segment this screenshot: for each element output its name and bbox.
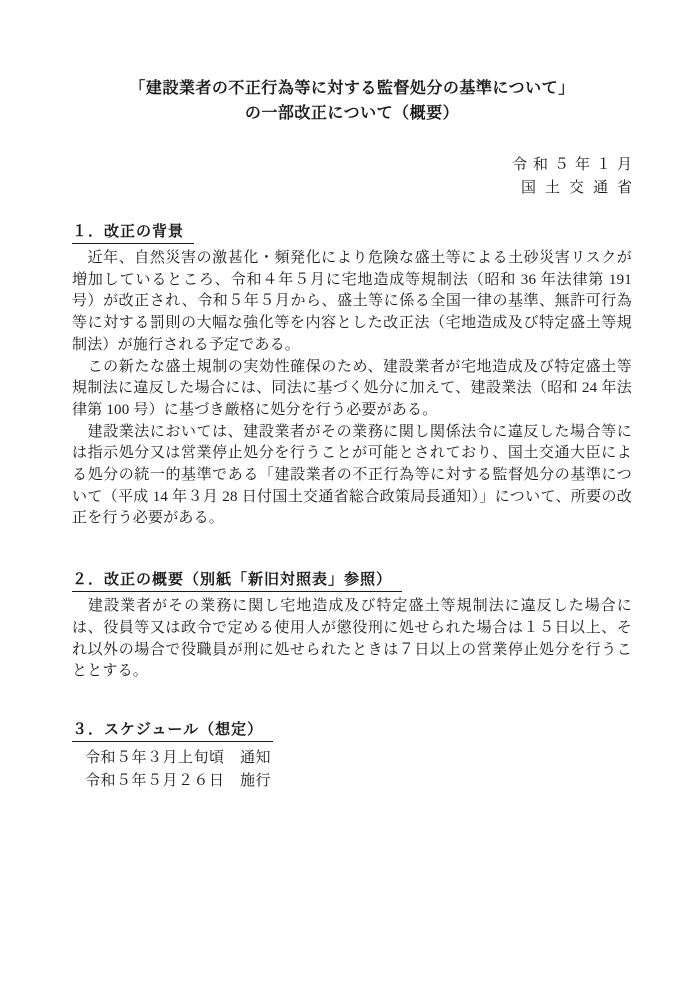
document-title <box>72 76 632 126</box>
section-3-body <box>85 747 632 794</box>
paragraph: 建設業者がその業務に関し宅地造成及び特定盛土等規制法に違反した場合には、役員等又は政令で定める使用人が懲役刑に処せられた場合は１５日以上、それ以外の場合で役職員が刑に処せられたときは７日以上の営業停止処分を行うこととする。 <box>72 598 632 680</box>
title-line-1: 「建設業者の不正行為等に対する監督処分の基準について」 <box>129 80 575 97</box>
section-1-heading: １．改正の背景 <box>72 222 194 244</box>
section-schedule <box>72 720 632 794</box>
section-2-body <box>72 596 632 683</box>
section-3-heading: ３．スケジュール（想定） <box>72 720 273 742</box>
paragraph: 建設業法においては、建設業者がその業務に関し関係法令に違反した場合等には指示処分又は営業停止処分を行うことが可能とされており、国土交通大臣による処分の統一的基準である「建設業者の不正行為等に対する監督処分の基準について（平成 14 年３月 28 日付国土交通省総合政策局長通知）」について、所要の改正を行う必要がある。 <box>72 423 632 527</box>
organization-name: 国土交通省 <box>520 179 641 196</box>
date-organization-block <box>72 153 641 199</box>
section-2-heading: ２．改正の概要（別紙「新旧対照表」参照） <box>72 570 402 592</box>
schedule-item-notice: 令和５年３月上旬頃 通知 <box>85 749 272 766</box>
section-1-body <box>72 248 632 530</box>
schedule-item-enforcement: 令和５年５月２６日 施行 <box>85 773 272 790</box>
paragraph: 近年、自然災害の激甚化・頻発化により危険な盛土等による土砂災害リスクが増加しているところ、令和４年５月に宅地造成等規制法（昭和 36 年法律第 191 号）が改正され、令和５年５月から、盛土等に係る全国一律の基準、無許可行為等に対する罰則の大幅な強化等を内容とした改正法（宅地造成及び特定盛土等規制法）が施行される予定である。 <box>72 250 632 353</box>
document-date: 令和５年１月 <box>511 156 638 173</box>
section-background <box>72 222 632 530</box>
paragraph: この新たな盛土規制の実効性確保のため、建設業者が宅地造成及び特定盛土等規制法に違反した場合には、同法に基づく処分に加えて、建設業法（昭和 24 年法律第 100 号）に基づき厳格に処分を行う必要がある。 <box>72 358 632 418</box>
section-overview <box>72 570 632 683</box>
title-line-2: の一部改正について（概要） <box>244 105 460 122</box>
